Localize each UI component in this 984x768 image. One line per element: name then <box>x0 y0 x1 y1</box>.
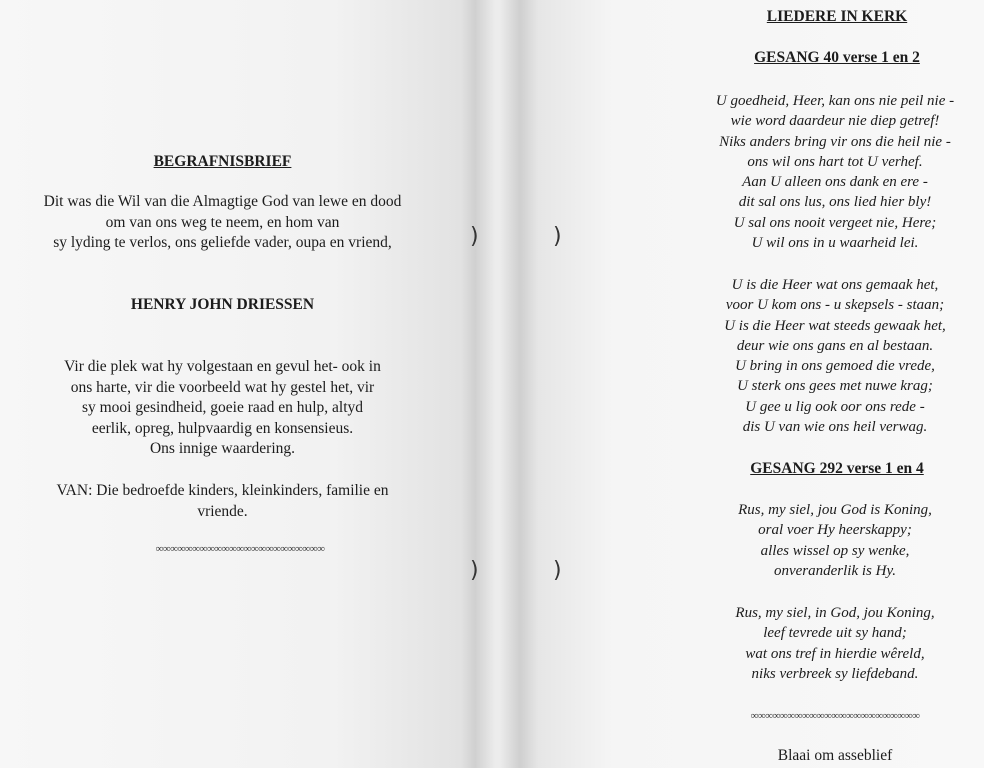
hymn1-title: GESANG 40 verse 1 en 2 <box>754 49 920 66</box>
tribute-line: Vir die plek wat hy volgestaan en gevul het- ook in <box>64 358 381 375</box>
from-line: vriende. <box>197 502 248 520</box>
left-page <box>0 0 475 768</box>
verse-line: wat ons tref in hierdie wêreld, <box>745 645 925 662</box>
binding-hole: ) <box>553 224 562 249</box>
verse-line: ons wil ons hart tot U verhef. <box>747 153 923 170</box>
tribute-line: Ons innige waardering. <box>149 440 296 457</box>
binding-hole: ) <box>553 558 562 583</box>
intro-line: sy lyding te verlos, ons geliefde vader, oupa en vriend, <box>53 234 392 251</box>
from-line: VAN: Die bedroefde kinders, kleinkinders, familie en <box>56 482 389 499</box>
hymn1-verse1 <box>670 91 984 253</box>
verse-line: oral voer Hy heerskappy; <box>758 522 912 539</box>
hymn2-verse2 <box>670 603 984 684</box>
verse-line: Rus, my siel, jou God is Koning, <box>738 502 932 518</box>
verse-line: leef tevrede uit sy hand; <box>763 625 907 642</box>
tribute-line: ons harte, vir die voorbeeld wat hy gestel het, vir <box>70 378 375 396</box>
intro-line: Dit was die Wil van die Almagtige God van lewe en dood <box>43 193 402 210</box>
verse-line: U gee u lig ook oor ons rede - <box>745 398 925 415</box>
verse-line: alles wissel op sy wenke, <box>760 542 910 559</box>
tribute-line: sy mooi gesindheid, goeie raad en hulp, altyd <box>81 399 364 416</box>
verse-line: wie word daardeur nie diep getref! <box>730 113 940 130</box>
verse-line: Niks anders bring vir ons die heil nie - <box>719 133 951 150</box>
binding-gutter <box>475 0 520 768</box>
verse-line: voor U kom ons - u skepsels - staan; <box>725 297 945 314</box>
hymn2-title: GESANG 292 verse 1 en 4 <box>750 460 924 477</box>
tribute-line: eerlik, opreg, hulpvaardig en konsensieus. <box>91 419 354 437</box>
hymn2-verse1 <box>670 500 984 581</box>
right-page <box>520 0 984 768</box>
verse-line: U bring in ons gemoed die vrede, <box>735 358 935 375</box>
binding-hole: ) <box>470 224 479 249</box>
verse-line: U goedheid, Heer, kan ons nie peil nie - <box>715 93 955 109</box>
tribute-paragraph <box>0 357 445 460</box>
verse-line: niks verbreek sy liefdeband. <box>751 665 919 682</box>
verse-line: dit sal ons lus, ons lied hier bly! <box>738 194 932 211</box>
verse-line: U sterk ons gees met nuwe krag; <box>737 378 933 395</box>
separator-ornament: ∞∞∞∞∞∞∞∞∞∞∞∞∞∞∞∞∞∞∞∞∞∞∞ <box>155 543 325 555</box>
verse-line: dis U van wie ons heil verwag. <box>742 419 928 436</box>
verse-line: Aan U alleen ons dank en ere - <box>742 174 928 191</box>
binding-hole: ) <box>470 558 479 583</box>
turn-page-note: Blaai om asseblief <box>777 747 893 764</box>
verse-line: U wil ons in u waarheid lei. <box>751 235 919 252</box>
hymn1-verse2 <box>670 275 984 437</box>
verse-line: deur wie ons gans en al bestaan. <box>736 337 934 354</box>
verse-line: Rus, my siel, in God, jou Koning, <box>735 605 935 621</box>
deceased-name: HENRY JOHN DRIESSEN <box>130 296 315 313</box>
verse-line: U is die Heer wat ons gemaak het, <box>731 277 939 293</box>
page-title: BEGRAFNISBRIEF <box>153 153 292 170</box>
songs-heading: LIEDERE IN KERK <box>766 8 908 25</box>
separator-ornament: ∞∞∞∞∞∞∞∞∞∞∞∞∞∞∞∞∞∞∞∞∞∞∞ <box>750 710 920 722</box>
from-paragraph <box>0 481 445 522</box>
intro-line: om van ons weg te neem, en hom van <box>105 213 340 231</box>
verse-line: U is die Heer wat steeds gewaak het, <box>724 317 946 334</box>
verse-line: onveranderlik is Hy. <box>773 562 897 579</box>
intro-paragraph <box>0 192 445 254</box>
verse-line: U sal ons nooit vergeet nie, Here; <box>733 214 937 231</box>
